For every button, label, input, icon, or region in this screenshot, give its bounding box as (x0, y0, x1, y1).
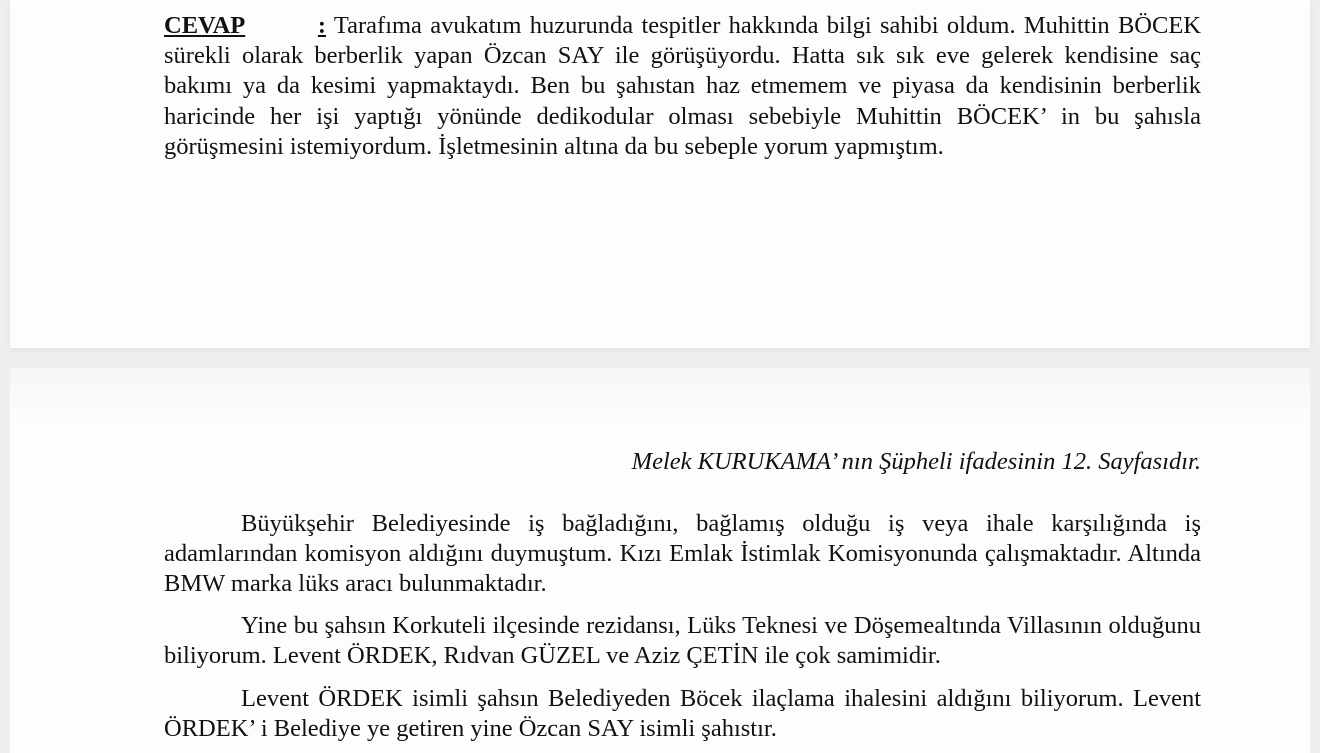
body-paragraph: Yine bu şahsın Korkuteli ilçesinde rezidansı, Lüks Teknesi ve Döşemealtında Villasının olduğunu biliyorum. Levent ÖRDEK, Rıdvan GÜZEL ve Aziz ÇETİN ile çok samimidir. (164, 612, 1201, 670)
answer-label-colon: : (317, 12, 326, 39)
answer-text: Tarafıma avukatım huzurunda tespitler hakkında bilgi sahibi oldum. Muhittin BÖCEK sürekli olarak berberlik yapan Özcan SAY ile görüşüyordu. Hatta sık sık eve gelerek kendisine saç bakımı ya da kesimi yapmaktaydı. Ben bu şahıstan haz etmemem ve piyasa da kendisinin berberlik haricinde her işi yaptığı yönünde dedikodular olması sebebiyle Muhittin BÖCEK’ in bu şahısla görüşmesini istemiyordum. İşletmesinin altına da bu sebeple yorum yapmıştım. (164, 12, 1201, 160)
document-page-bottom (10, 368, 1310, 753)
document-page-top (10, 0, 1310, 348)
body-paragraph: Levent ÖRDEK isimli şahsın Belediyeden Böcek ilaçlama ihalesini aldığını biliyorum. Levent ÖRDEK’ i Belediye ye getiren yine Özcan SAY isimli şahıstır. (164, 685, 1201, 743)
answer-paragraph (164, 11, 1201, 162)
body-paragraph: Büyükşehir Belediyesinde iş bağladığını, bağlamış olduğu iş veya ihale karşılığında iş adamlarından komisyon aldığını duymuştum. Kızı Emlak İstimlak Komisyonunda çalışmaktadır. Altında BMW marka lüks aracı bulunmaktadır. (164, 510, 1201, 598)
answer-label (164, 11, 326, 41)
page-header-note: Melek KURUKAMA’ nın Şüpheli ifadesinin 12. Sayfasıdır. (631, 448, 1201, 475)
answer-label-text: CEVAP (164, 12, 246, 39)
